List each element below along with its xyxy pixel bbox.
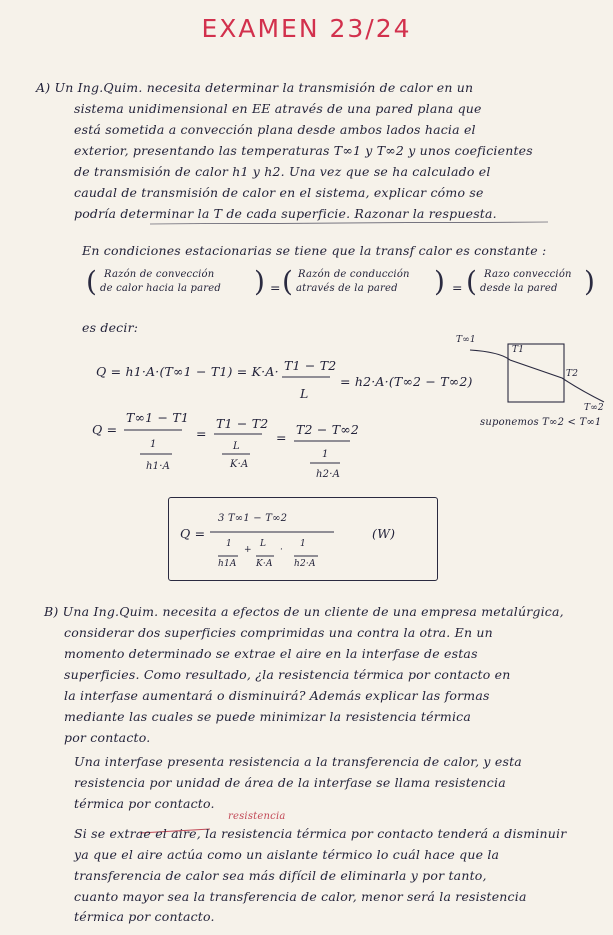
temperature-curve [470,350,604,402]
ratio2-line: através de la pared [296,283,398,294]
equation-1-left: Q = h1·A·(T∞1 − T1) = K·A· [96,364,279,379]
ratio3-line: desde la pared [480,283,558,294]
question-line: está sometida a convección plana desde ambos lados hacia el [74,122,476,137]
question-line: sistema unidimensional en EE através de una pared plana que [74,101,482,116]
eq2-f1-den-top: 1 [150,439,157,450]
es-decir-label: es decir: [82,320,139,335]
answer-line: resistencia por unidad de área de la interfase se llama resistencia [74,775,506,790]
question-line: exterior, presentando las temperaturas T∞1 y T∞2 y unos coeficientes [74,143,533,158]
eq2-f3-den-bot: h2·A [316,469,341,480]
answer-line: térmica por contacto. [74,909,215,924]
ratio1-line: de calor hacia la pared [100,283,221,294]
eq2-f2-den-bot: K·A [230,459,249,470]
correction-word: resistencia [228,811,286,822]
diagram-t-inf2-label: T∞2 [584,403,604,413]
question-line: de transmisión de calor h1 y h2. Una vez que se ha calculado el [74,164,491,179]
eq2-f3-den-top: 1 [322,449,329,460]
question-line: considerar dos superficies comprimidas una contra la otra. En un [64,625,493,640]
boxed-numerator: 3 T∞1 − T∞2 [218,513,288,524]
eq2-f2-num: T1 − T2 [216,416,269,431]
diagram-t1-label: T1 [512,345,525,355]
question-line: la interfase aumentará o disminuirá? Además explicar las formas [64,688,490,703]
ratio3-close-paren: ) [584,265,595,298]
boxed-den-bottom: h1A [218,559,237,569]
eq2-f1-den-bot: h1·A [146,461,171,472]
equals-sign: = [196,426,207,441]
boxed-plus: · [280,545,284,555]
answer-line: Una interfase presenta resistencia a la transferencia de calor, y esta [74,754,522,769]
answer-line: transferencia de calor sea más difícil de eliminarla y por tanto, [74,868,487,883]
equals-sign: = [276,430,287,445]
question-line: B) Una Ing.Quim. necesita a efectos de un cliente de una empresa metalúrgica, [44,604,564,619]
answer-line: Si se extrae el aire, la resistencia térmica por contacto tenderá a disminuir [74,826,567,841]
boxed-den-term: 1 [226,539,232,549]
answer-line: ya que el aire actúa como un aislante térmico lo cuál hace que la [74,847,500,862]
question-line: A) Un Ing.Quim. necesita determinar la transmisión de calor en un [36,80,474,95]
question-line: momento determinado se extrae el aire en la interfase de estas [64,646,478,661]
equals-sign: = [452,280,463,295]
exam-title: EXAMEN 23/24 [201,14,412,43]
equals-sign: = [270,280,281,295]
question-line: mediante las cuales se puede minimizar la resistencia térmica [64,709,472,724]
eq2-f1-num: T∞1 − T1 [126,410,190,425]
equation-1-right: = h2·A·(T∞2 − T∞2) [340,374,473,389]
eq2-f3-num: T2 − T∞2 [296,422,360,437]
diagram-note: suponemos T∞2 < T∞1 [480,417,602,428]
ratio2-close-paren: ) [434,265,445,298]
ratio2-line: Razón de conducción [298,269,410,280]
wall-rect [508,344,564,402]
boxed-den-bottom: h2·A [294,559,316,569]
boxed-q: Q = [180,526,206,541]
eq2-f2-den-top: L [233,441,240,452]
answer-line: cuanto mayor sea la transferencia de calor, menor será la resistencia [74,889,527,904]
question-line: podría determinar la T de cada superficie. Razonar la respuesta. [74,206,497,221]
equation-1-frac-den: L [300,386,309,401]
question-line: por contacto. [64,730,151,745]
boxed-plus: + [244,545,252,555]
equation-1-frac-num: T1 − T2 [284,358,337,373]
ratio1-open-paren: ( [86,265,97,298]
boxed-unit: (W) [372,526,396,541]
answer-intro: En condiciones estacionarias se tiene que la transf calor es constante : [82,243,547,258]
question-line: superficies. Como resultado, ¿la resistencia térmica por contacto en [64,667,511,682]
ratio1-line: Razón de convección [104,269,215,280]
underline [150,222,548,224]
boxed-den-bottom: K·A [256,559,273,569]
ratio3-open-paren: ( [466,265,477,298]
ratio1-close-paren: ) [254,265,265,298]
ratio2-open-paren: ( [282,265,293,298]
diagram-t-inf1-label: T∞1 [456,335,476,345]
diagram-t2-label: T2 [566,369,579,379]
boxed-den-term: 1 [300,539,306,549]
question-line: caudal de transmisión de calor en el sistema, explicar cómo se [74,185,484,200]
answer-line: térmica por contacto. [74,796,215,811]
equation-2-q: Q = [92,422,118,437]
boxed-den-term: L [260,539,267,549]
ratio3-line: Razo convección [484,269,572,280]
